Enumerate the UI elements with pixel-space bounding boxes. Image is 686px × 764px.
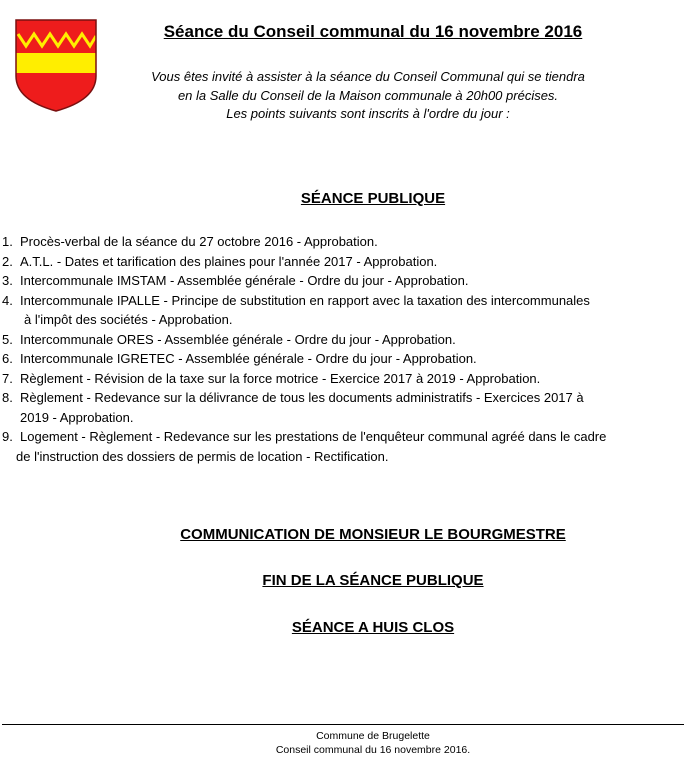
agenda-item-1 <box>2 232 684 252</box>
page-title: Séance du Conseil communal du 16 novembre 2016 <box>163 22 583 41</box>
agenda-item-number: 5. <box>2 331 13 347</box>
agenda-item-text: Règlement - Révision de la taxe sur la force motrice - Exercice 2017 à 2019 - Approbation. <box>20 370 541 386</box>
agenda-item-text: Règlement - Redevance sur la délivrance de tous les documents administratifs - Exercices 2017 à <box>20 390 584 405</box>
agenda-item-text: A.T.L. - Dates et tarification des plaines pour l'année 2017 - Approbation. <box>20 253 438 269</box>
agenda-list <box>2 232 684 466</box>
agenda-item-text: Intercommunale ORES - Assemblée générale - Ordre du jour - Approbation. <box>20 331 456 347</box>
agenda-item-number: 2. <box>2 253 13 269</box>
page-footer <box>0 729 686 757</box>
agenda-item-number: 3. <box>2 273 13 288</box>
agenda-item-number: 9. <box>2 429 13 444</box>
agenda-item-text: Intercommunale IPALLE - Principe de substitution en rapport avec la taxation des intercommunales <box>20 292 590 308</box>
closed-session-heading: SÉANCE A HUIS CLOS <box>291 619 455 636</box>
footer-session: Conseil communal du 16 novembre 2016. <box>275 744 471 756</box>
agenda-item-number: 8. <box>2 390 13 405</box>
invitation-text <box>110 68 626 124</box>
invitation-line: Les points suivants sont inscrits à l'ordre du jour : <box>226 106 510 121</box>
agenda-item-7 <box>2 369 684 389</box>
agenda-item-number: 7. <box>2 370 13 386</box>
agenda-item-number: 6. <box>2 351 13 366</box>
mayor-communication-heading: COMMUNICATION DE MONSIEUR LE BOURGMESTRE <box>180 526 566 543</box>
agenda-item-text: Procès-verbal de la séance du 27 octobre 2016 - Approbation. <box>20 234 378 249</box>
agenda-item-4 <box>2 291 684 330</box>
footer-divider <box>2 724 684 725</box>
agenda-item-text-continued: de l'instruction des dossiers de permis de location - Rectification. <box>16 448 389 464</box>
agenda-item-text: Intercommunale IMSTAM - Assemblée générale - Ordre du jour - Approbation. <box>20 273 469 288</box>
agenda-item-text: Logement - Règlement - Redevance sur les prestations de l'enquêteur communal agréé dans le cadre <box>20 429 607 444</box>
agenda-item-text-continued: 2019 - Approbation. <box>20 409 134 425</box>
agenda-item-3 <box>2 271 684 291</box>
agenda-item-2 <box>2 252 684 272</box>
public-session-heading: SÉANCE PUBLIQUE <box>300 190 446 207</box>
agenda-item-9 <box>2 427 684 466</box>
crest-yellow-band <box>14 53 98 73</box>
invitation-line: en la Salle du Conseil de la Maison communale à 20h00 précises. <box>177 87 559 103</box>
agenda-item-number: 4. <box>2 292 13 308</box>
footer-commune: Commune de Brugelette <box>316 730 430 742</box>
agenda-item-text-continued: à l'impôt des sociétés - Approbation. <box>24 312 233 327</box>
agenda-item-8 <box>2 388 684 427</box>
invitation-line: Vous êtes invité à assister à la séance du Conseil Communal qui se tiendra <box>151 69 585 84</box>
agenda-item-number: 1. <box>2 234 13 249</box>
agenda-item-text: Intercommunale IGRETEC - Assemblée générale - Ordre du jour - Approbation. <box>20 351 477 366</box>
coat-of-arms-logo <box>14 18 98 113</box>
agenda-item-6 <box>2 349 684 369</box>
agenda-item-5 <box>2 330 684 350</box>
end-public-session-heading: FIN DE LA SÉANCE PUBLIQUE <box>262 572 484 589</box>
